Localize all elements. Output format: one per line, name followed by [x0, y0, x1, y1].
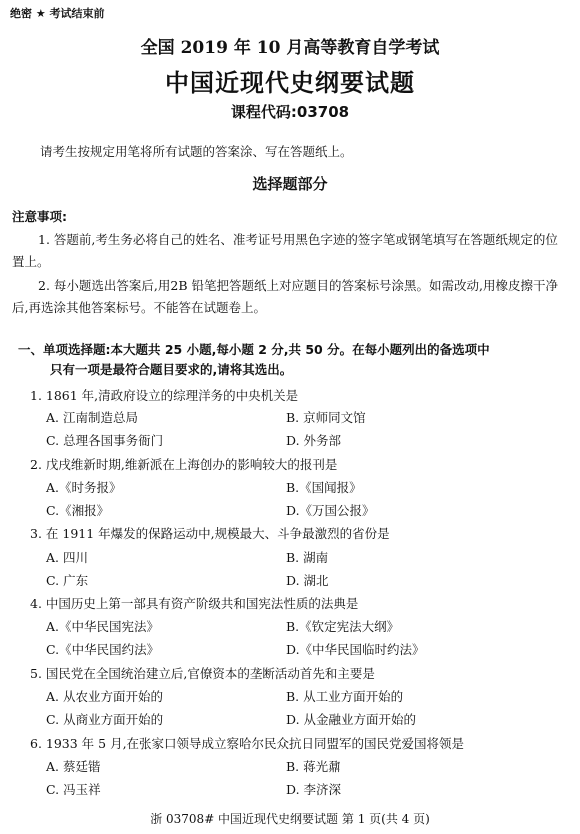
- option-c: C. 从商业方面开始的: [46, 712, 164, 727]
- question-stem: 2. 戊戌维新时期,维新派在上海创办的影响较大的报刊是: [30, 457, 338, 472]
- option-c: C.《中华民国约法》: [46, 642, 160, 657]
- option-c: C. 冯玉祥: [46, 782, 101, 797]
- confidential-mark: 绝密 ★ 考试结束前: [10, 7, 105, 20]
- option-c: C. 总理各国事务衙门: [46, 433, 164, 448]
- option-a: A. 江南制造总局: [46, 410, 138, 425]
- question-stem: 3. 在 1911 年爆发的保路运动中,规模最大、斗争最激烈的省份是: [30, 526, 390, 541]
- option-d: D. 李济深: [286, 782, 342, 797]
- option-d: D. 湖北: [286, 573, 329, 588]
- section-title: 选择题部分: [252, 175, 328, 193]
- option-d: D.《万国公报》: [286, 503, 375, 518]
- notice-item-1: 1. 答题前,考生务必将自己的姓名、准考证号用黑色字迹的签字笔或钢笔填写在答题纸规定的位置上。: [12, 232, 558, 269]
- notice-label: 注意事项:: [12, 209, 67, 224]
- question-stem: 4. 中国历史上第一部具有资产阶级共和国宪法性质的法典是: [30, 596, 359, 611]
- exam-session-line: 全国 2019 年 10 月高等教育自学考试: [140, 38, 440, 58]
- option-b: B. 从工业方面开始的: [286, 689, 404, 704]
- option-d: D. 从金融业方面开始的: [286, 712, 417, 727]
- question-stem: 5. 国民党在全国统治建立后,官僚资本的垄断活动首先和主要是: [30, 666, 375, 681]
- option-b: B. 蒋光鼐: [286, 759, 341, 774]
- option-b: B.《钦定宪法大纲》: [286, 619, 400, 634]
- option-d: D.《中华民国临时约法》: [286, 642, 425, 657]
- option-b: B. 京师同文馆: [286, 410, 366, 425]
- option-a: A. 蔡廷锴: [46, 759, 101, 774]
- notice-item-2: 2. 每小题选出答案后,用2B 铅笔把答题纸上对应题目的答案标号涂黑。如需改动,用橡皮擦干净后,再选涂其他答案标号。不能答在试题卷上。: [12, 278, 558, 315]
- answer-instruction: 请考生按规定用笔将所有试题的答案涂、写在答题纸上。: [40, 144, 353, 159]
- page-title: 中国近现代史纲要试题: [165, 69, 415, 97]
- question-stem: 1. 1861 年,清政府设立的综理洋务的中央机关是: [30, 388, 299, 403]
- option-a: A. 从农业方面开始的: [46, 689, 163, 704]
- question-stem: 6. 1933 年 5 月,在张家口领导成立察哈尔民众抗日同盟军的国民党爱国将领是: [30, 736, 465, 751]
- option-a: A.《时务报》: [46, 480, 122, 495]
- page-footer: 浙 03708# 中国近现代史纲要试题 第 1 页(共 4 页): [150, 812, 430, 826]
- option-a: A. 四川: [46, 550, 88, 565]
- part-one-heading: 一、单项选择题:本大题共 25 小题,每小题 2 分,共 50 分。在每小题列出的备选项中: [18, 342, 490, 357]
- option-c: C. 广东: [46, 573, 89, 588]
- part-one-heading-cont: 只有一项是最符合题目要求的,请将其选出。: [50, 362, 293, 377]
- option-b: B.《国闻报》: [286, 480, 362, 495]
- option-c: C.《湘报》: [46, 503, 110, 518]
- option-a: A.《中华民国宪法》: [46, 619, 160, 634]
- option-b: B. 湖南: [286, 550, 329, 565]
- option-d: D. 外务部: [286, 433, 342, 448]
- course-code: 课程代码:03708: [230, 103, 350, 121]
